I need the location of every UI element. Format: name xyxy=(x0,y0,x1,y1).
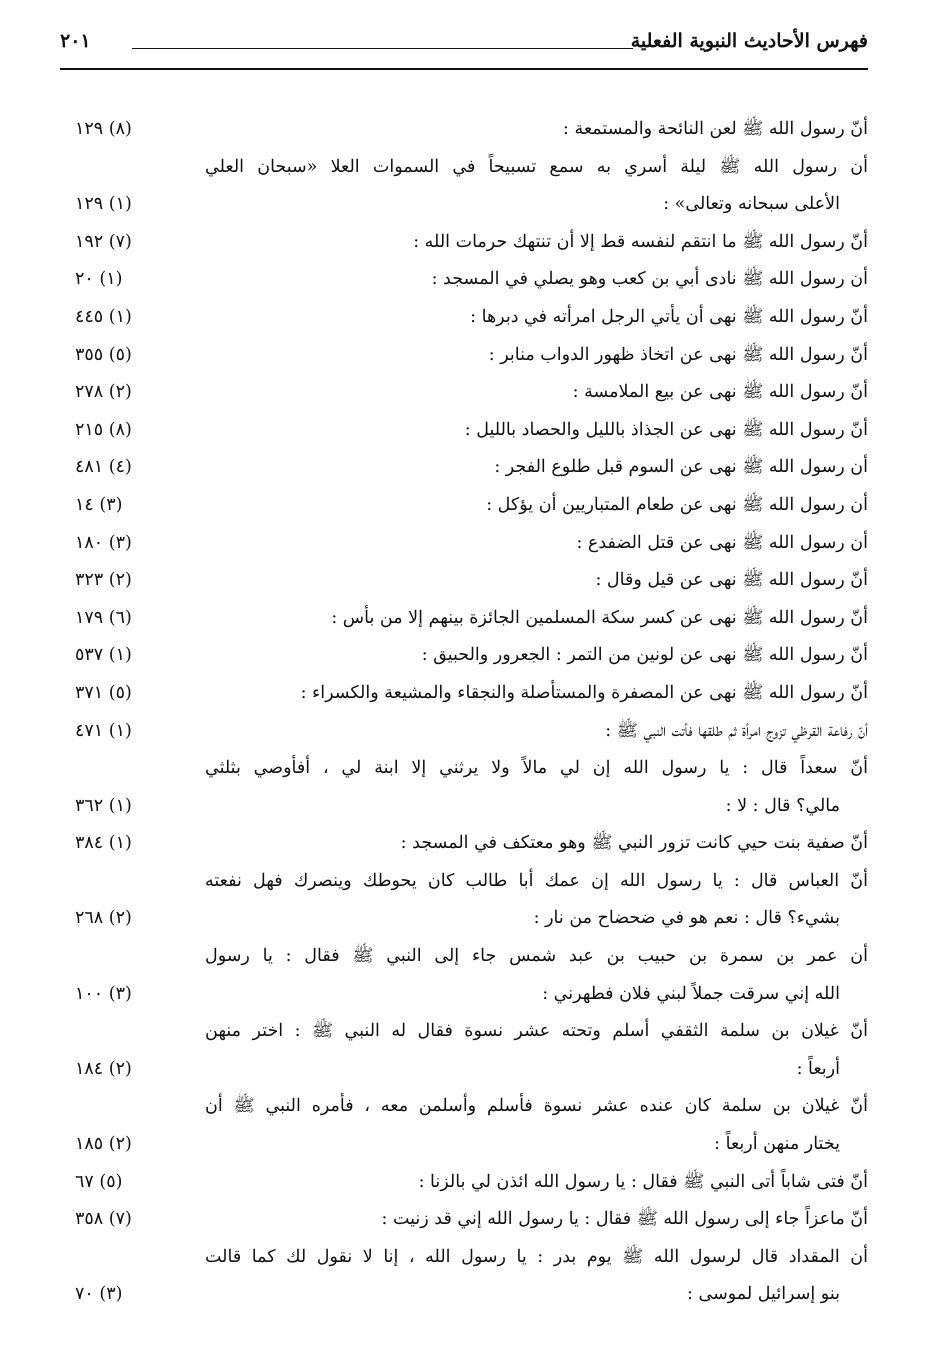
entry-text xyxy=(205,449,868,487)
page-reference: (٣) ١٤ xyxy=(75,494,123,515)
entry-line: أنّ غيلان بن سلمة الثقفي أسلم وتحته عشر نسوة فقال له النبي ﷺ : اختر منهن xyxy=(205,1021,868,1042)
entry-line: أنّ العباس قال : يا رسول الله إن عمك أبا طالب كان يحوطك وينصرك فهل نفعته xyxy=(205,870,868,891)
entry-text xyxy=(205,1201,868,1239)
entry-text xyxy=(205,750,868,825)
index-entry xyxy=(75,1088,868,1163)
entry-line: أن المقداد قال لرسول الله ﷺ يوم بدر : يا رسول الله ، إنا لا نقول لك كما قالت xyxy=(205,1246,868,1267)
page-reference: (١) ٣٨٤ xyxy=(75,833,132,854)
page-header xyxy=(60,28,868,72)
entry-text xyxy=(205,637,868,675)
page-reference: (٥) ٣٥٥ xyxy=(75,344,132,365)
header-rule xyxy=(60,68,868,70)
page-reference: (٣) ١٠٠ xyxy=(75,983,132,1004)
entry-line: أنّ فتى شاباً أتى النبي ﷺ فقال : يا رسول الله ائذن لي بالزنا : xyxy=(418,1171,868,1192)
index-entry xyxy=(75,525,868,563)
page-reference: (٢) ١٨٤ xyxy=(75,1058,132,1079)
index-entry xyxy=(75,449,868,487)
hadith-index-list xyxy=(75,111,868,1314)
entry-line: أنّ رسول الله ﷺ نهى عن اتخاذ ظهور الدواب منابر : xyxy=(488,344,868,365)
index-entry xyxy=(75,261,868,299)
entry-continuation-line: أربعاً : xyxy=(796,1058,840,1079)
page-reference: (١) ٤٧١ xyxy=(75,720,132,741)
entry-line: أن رسول الله ﷺ نهى عن قتل الضفدع : xyxy=(576,532,868,553)
entry-line: أنّ رسول الله ﷺ نهى عن المصفرة والمستأصلة والنجقاء والمشيعة والكسراء : xyxy=(300,682,868,703)
page-reference: (٧) ٣٥٨ xyxy=(75,1209,132,1230)
page-reference: (٢) ٢٦٨ xyxy=(75,908,132,929)
page-reference: (١) ٢٠ xyxy=(75,269,123,290)
page-reference: (٣) ١٨٠ xyxy=(75,532,132,553)
entry-text xyxy=(205,149,868,224)
index-entry xyxy=(75,374,868,412)
entry-line: أنّ رسول الله ﷺ نهى عن لونين من التمر : الجعرور والحبيق : xyxy=(421,645,868,666)
entry-text xyxy=(205,675,868,713)
page-reference: (٥) ٣٧١ xyxy=(75,682,132,703)
entry-text xyxy=(205,337,868,375)
index-entry xyxy=(75,675,868,713)
entry-text xyxy=(205,1013,868,1088)
index-entry xyxy=(75,600,868,638)
index-entry xyxy=(75,1201,868,1239)
entry-line: أنّ رسول الله ﷺ لعن النائحة والمستمعة : xyxy=(563,119,868,139)
entry-line: أن رسول الله ﷺ ليلة أسري به سمع تسبيحاً في السموات العلا «سبحان العلي xyxy=(205,156,868,177)
page-reference: (٨) ١٢٩ xyxy=(75,119,132,139)
page-reference: (٢) ١٨٥ xyxy=(75,1134,132,1155)
entry-text xyxy=(205,487,868,525)
page-reference: (١) ١٢٩ xyxy=(75,194,132,215)
index-entry xyxy=(75,149,868,224)
entry-line: أنّ صفية بنت حيي كانت تزور النبي ﷺ وهو معتكف في المسجد : xyxy=(400,833,868,854)
entry-line: أنّ رسول الله ﷺ نهى عن كسر سكة المسلمين الجائزة بينهم إلا من بأس : xyxy=(331,607,868,628)
page-reference: (١) ٥٣٧ xyxy=(75,645,132,666)
entry-text xyxy=(205,374,868,412)
entry-continuation-line: بنو إسرائيل لموسى : xyxy=(687,1284,840,1305)
entry-text xyxy=(205,111,868,149)
index-entry xyxy=(75,224,868,262)
entry-continuation-line: مالي؟ قال : لا : xyxy=(725,795,840,816)
entry-text xyxy=(205,938,868,1013)
entry-line: أنّ رسول الله ﷺ ما انتقم لنفسه قط إلا أن تنتهك حرمات الله : xyxy=(413,231,868,252)
entry-text xyxy=(205,525,868,563)
index-entry xyxy=(75,825,868,863)
page-reference: (٦) ١٧٩ xyxy=(75,607,132,628)
entry-continuation-line: الله إني سرقت جملاً لبني فلان فطهرني : xyxy=(542,983,840,1004)
header-leader-line xyxy=(132,48,633,49)
entry-text xyxy=(205,412,868,450)
entry-line: أنّ رسول الله ﷺ نهى عن الجذاذ بالليل والحصاد بالليل : xyxy=(464,419,868,440)
index-entry xyxy=(75,637,868,675)
index-entry xyxy=(75,1239,868,1314)
index-entry xyxy=(75,562,868,600)
entry-text xyxy=(205,299,868,337)
running-title: فهرس الأحاديث النبوية الفعلية xyxy=(630,30,868,52)
entry-line: أن رسول الله ﷺ نادى أبي بن كعب وهو يصلي في المسجد : xyxy=(431,269,868,290)
page-reference: (٧) ١٩٢ xyxy=(75,231,132,252)
entry-text xyxy=(205,713,868,751)
entry-text xyxy=(205,1164,868,1202)
page-reference: (٢) ٢٧٨ xyxy=(75,382,132,403)
entry-text xyxy=(205,863,868,938)
page-reference: (٢) ٣٢٣ xyxy=(75,570,132,591)
entry-line: أن رسول الله ﷺ نهى عن السوم قبل طلوع الفجر : xyxy=(494,457,868,478)
index-entry xyxy=(75,337,868,375)
page-number: ٢٠١ xyxy=(60,30,91,52)
entry-text xyxy=(205,1239,868,1314)
index-entry xyxy=(75,713,868,751)
entry-line: أنّ رسول الله ﷺ نهى عن قيل وقال : xyxy=(595,570,868,591)
page-reference: (٥) ٦٧ xyxy=(75,1171,123,1192)
page-reference: (٣) ٧٠ xyxy=(75,1284,123,1305)
index-entry xyxy=(75,1013,868,1088)
entry-line: أن عمر بن سمرة بن حبيب بن عبد شمس جاء إلى النبي ﷺ فقال : يا رسول xyxy=(205,946,868,967)
entry-continuation-line: بشيء؟ قال : نعم هو في ضحضاح من نار : xyxy=(533,908,840,929)
entry-line: أنّ رسول الله ﷺ نهى عن بيع الملامسة : xyxy=(572,382,868,403)
page-reference: (٨) ٢١٥ xyxy=(75,419,132,440)
index-entry xyxy=(75,299,868,337)
entry-continuation-line: الأعلى سبحانه وتعالى» : xyxy=(663,194,840,215)
entry-text xyxy=(205,261,868,299)
entry-text xyxy=(205,600,868,638)
entry-line: أنّ غيلان بن سلمة كان عنده عشر نسوة فأسلم وأسلمن معه ، فأمره النبي ﷺ أن xyxy=(205,1096,868,1117)
entry-text xyxy=(205,224,868,262)
index-entry xyxy=(75,863,868,938)
entry-line: أن رسول الله ﷺ نهى عن طعام المتباريين أن يؤكل : xyxy=(486,494,868,515)
index-entry xyxy=(75,938,868,1013)
index-entry xyxy=(75,487,868,525)
entry-line: أنّ ماعزاً جاء إلى رسول الله ﷺ فقال : يا رسول الله إني قد زنيت : xyxy=(381,1209,868,1230)
entry-line: أنّ سعداً قال : يا رسول الله إن لي مالاً ولا يرثني إلا ابنة لي ، أفأوصي بثلثي xyxy=(205,758,868,779)
entry-text xyxy=(205,1088,868,1163)
entry-line: أنّ رسول الله ﷺ نهى أن يأتي الرجل امرأته في دبرها : xyxy=(470,306,868,327)
page-reference: (١) ٣٦٢ xyxy=(75,795,132,816)
entry-continuation-line: يختار منهن أربعاً : xyxy=(714,1134,840,1155)
page-reference: (١) ٤٤٥ xyxy=(75,306,132,327)
entry-text xyxy=(205,825,868,863)
page-reference: (٤) ٤٨١ xyxy=(75,457,132,478)
index-entry xyxy=(75,750,868,825)
index-entry xyxy=(75,1164,868,1202)
entry-text xyxy=(205,562,868,600)
entry-line: أنّ رفاعة القرظي تزوج امرأة ثم طلقها فأتت النبي ﷺ : xyxy=(605,720,868,741)
index-entry xyxy=(75,412,868,450)
index-entry xyxy=(75,111,868,149)
